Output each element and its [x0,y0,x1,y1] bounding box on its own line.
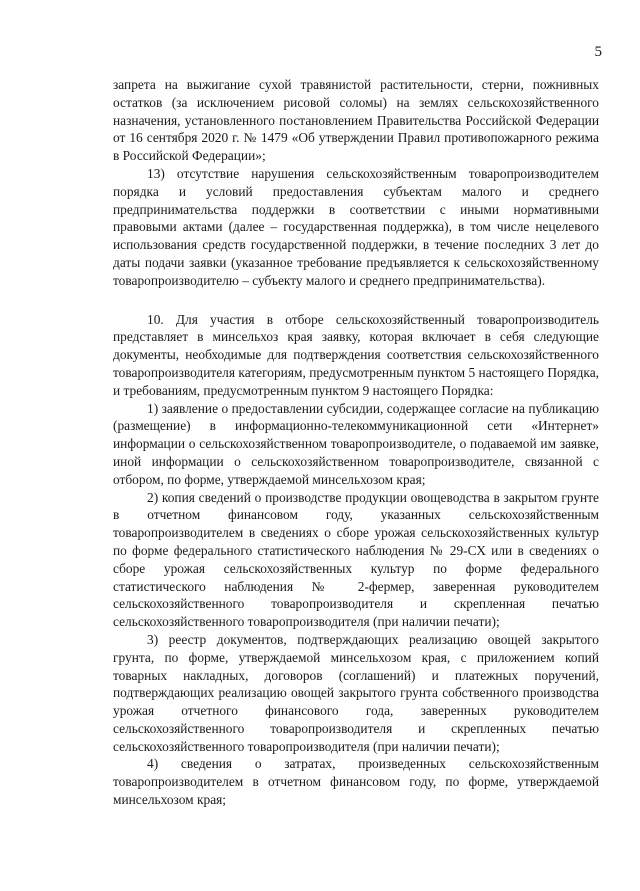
document-body [113,76,599,809]
page-number: 5 [594,44,602,60]
paragraph-item-4: 4) сведения о затратах, произведенных сельскохозяйственным товаропроизводителем в отчетном финансовом году, по форме, утверждаемой минсельхозом края; [113,756,599,808]
paragraph-item-2: 2) копия сведений о производстве продукции овощеводства в закрытом грунте в отчетном финансовом году, указанных сельскохозяйственным товаропроизводителем в сведениях о сборе урожая сельскохозяйственных культур по форме федерального статистического наблюдения № 29-СХ или в сведениях о сборе урожая сельскохозяйственных культур по форме федерального статистического наблюдения № 2-фермер, заверенная руководителем сельскохозяйственного товаропроизводителя и скрепленная печатью сельскохозяйственного товаропроизводителя (при наличии печати); [113,489,599,630]
paragraph-item-1: 1) заявление о предоставлении субсидии, содержащее согласие на публикацию (размещение) в информационно-телекоммуникационной сети «Интернет» информации о сельскохозяйственном товаропроизводителе, о подаваемой им заявке, иной информации о сельскохозяйственном товаропроизводителе, связанной с отбором, по форме, утверждаемой минсельхозом края; [113,400,599,487]
paragraph-fire-ban-continuation: запрета на выжигание сухой травянистой растительности, стерни, пожнивных остатков (за исключением рисовой соломы) на землях сельскохозяйственного назначения, установленного постановлением Правительства Российской Федерации от 16 сентября 2020 г. № 1479 «Об утверждении Правил противопожарного режима в Российской Федерации»; [113,77,599,164]
paragraph-clause-10: 10. Для участия в отборе сельскохозяйственный товаропроизводитель представляет в минсельхоз края заявку, которая включает в себя следующие документы, необходимые для подтверждения соответствия сельскохозяйственного товаропроизводителя категориям, предусмотренным пунктом 5 настоящего Порядка, и требованиям, предусмотренным пунктом 9 настоящего Порядка: [113,311,599,398]
paragraph-item-3: 3) реестр документов, подтверждающих реализацию овощей закрытого грунта, по форме, утверждаемой минсельхозом края, с приложением копий товарных накладных, договоров (соглашений) и платежных поручений, подтверждающих реализацию овощей закрытого грунта собственного производства урожая отчетного финансового года, заверенных руководителем сельскохозяйственного товаропроизводителя и скрепленных печатью сельскохозяйственного товаропроизводителя (при наличии печати); [113,631,599,754]
paragraph-item-13: 13) отсутствие нарушения сельскохозяйственным товаропроизводителем порядка и условий предоставления субъектам малого и среднего предпринимательства поддержки в соответствии с иными нормативными правовыми актами (далее – государственная поддержка), в том числе нецелевого использования средств государственной поддержки, в течение последних 3 лет до даты подачи заявки (указанное требование предъявляется к сельскохозяйственному товаропроизводителю – субъекту малого и среднего предпринимательства). [113,165,599,288]
